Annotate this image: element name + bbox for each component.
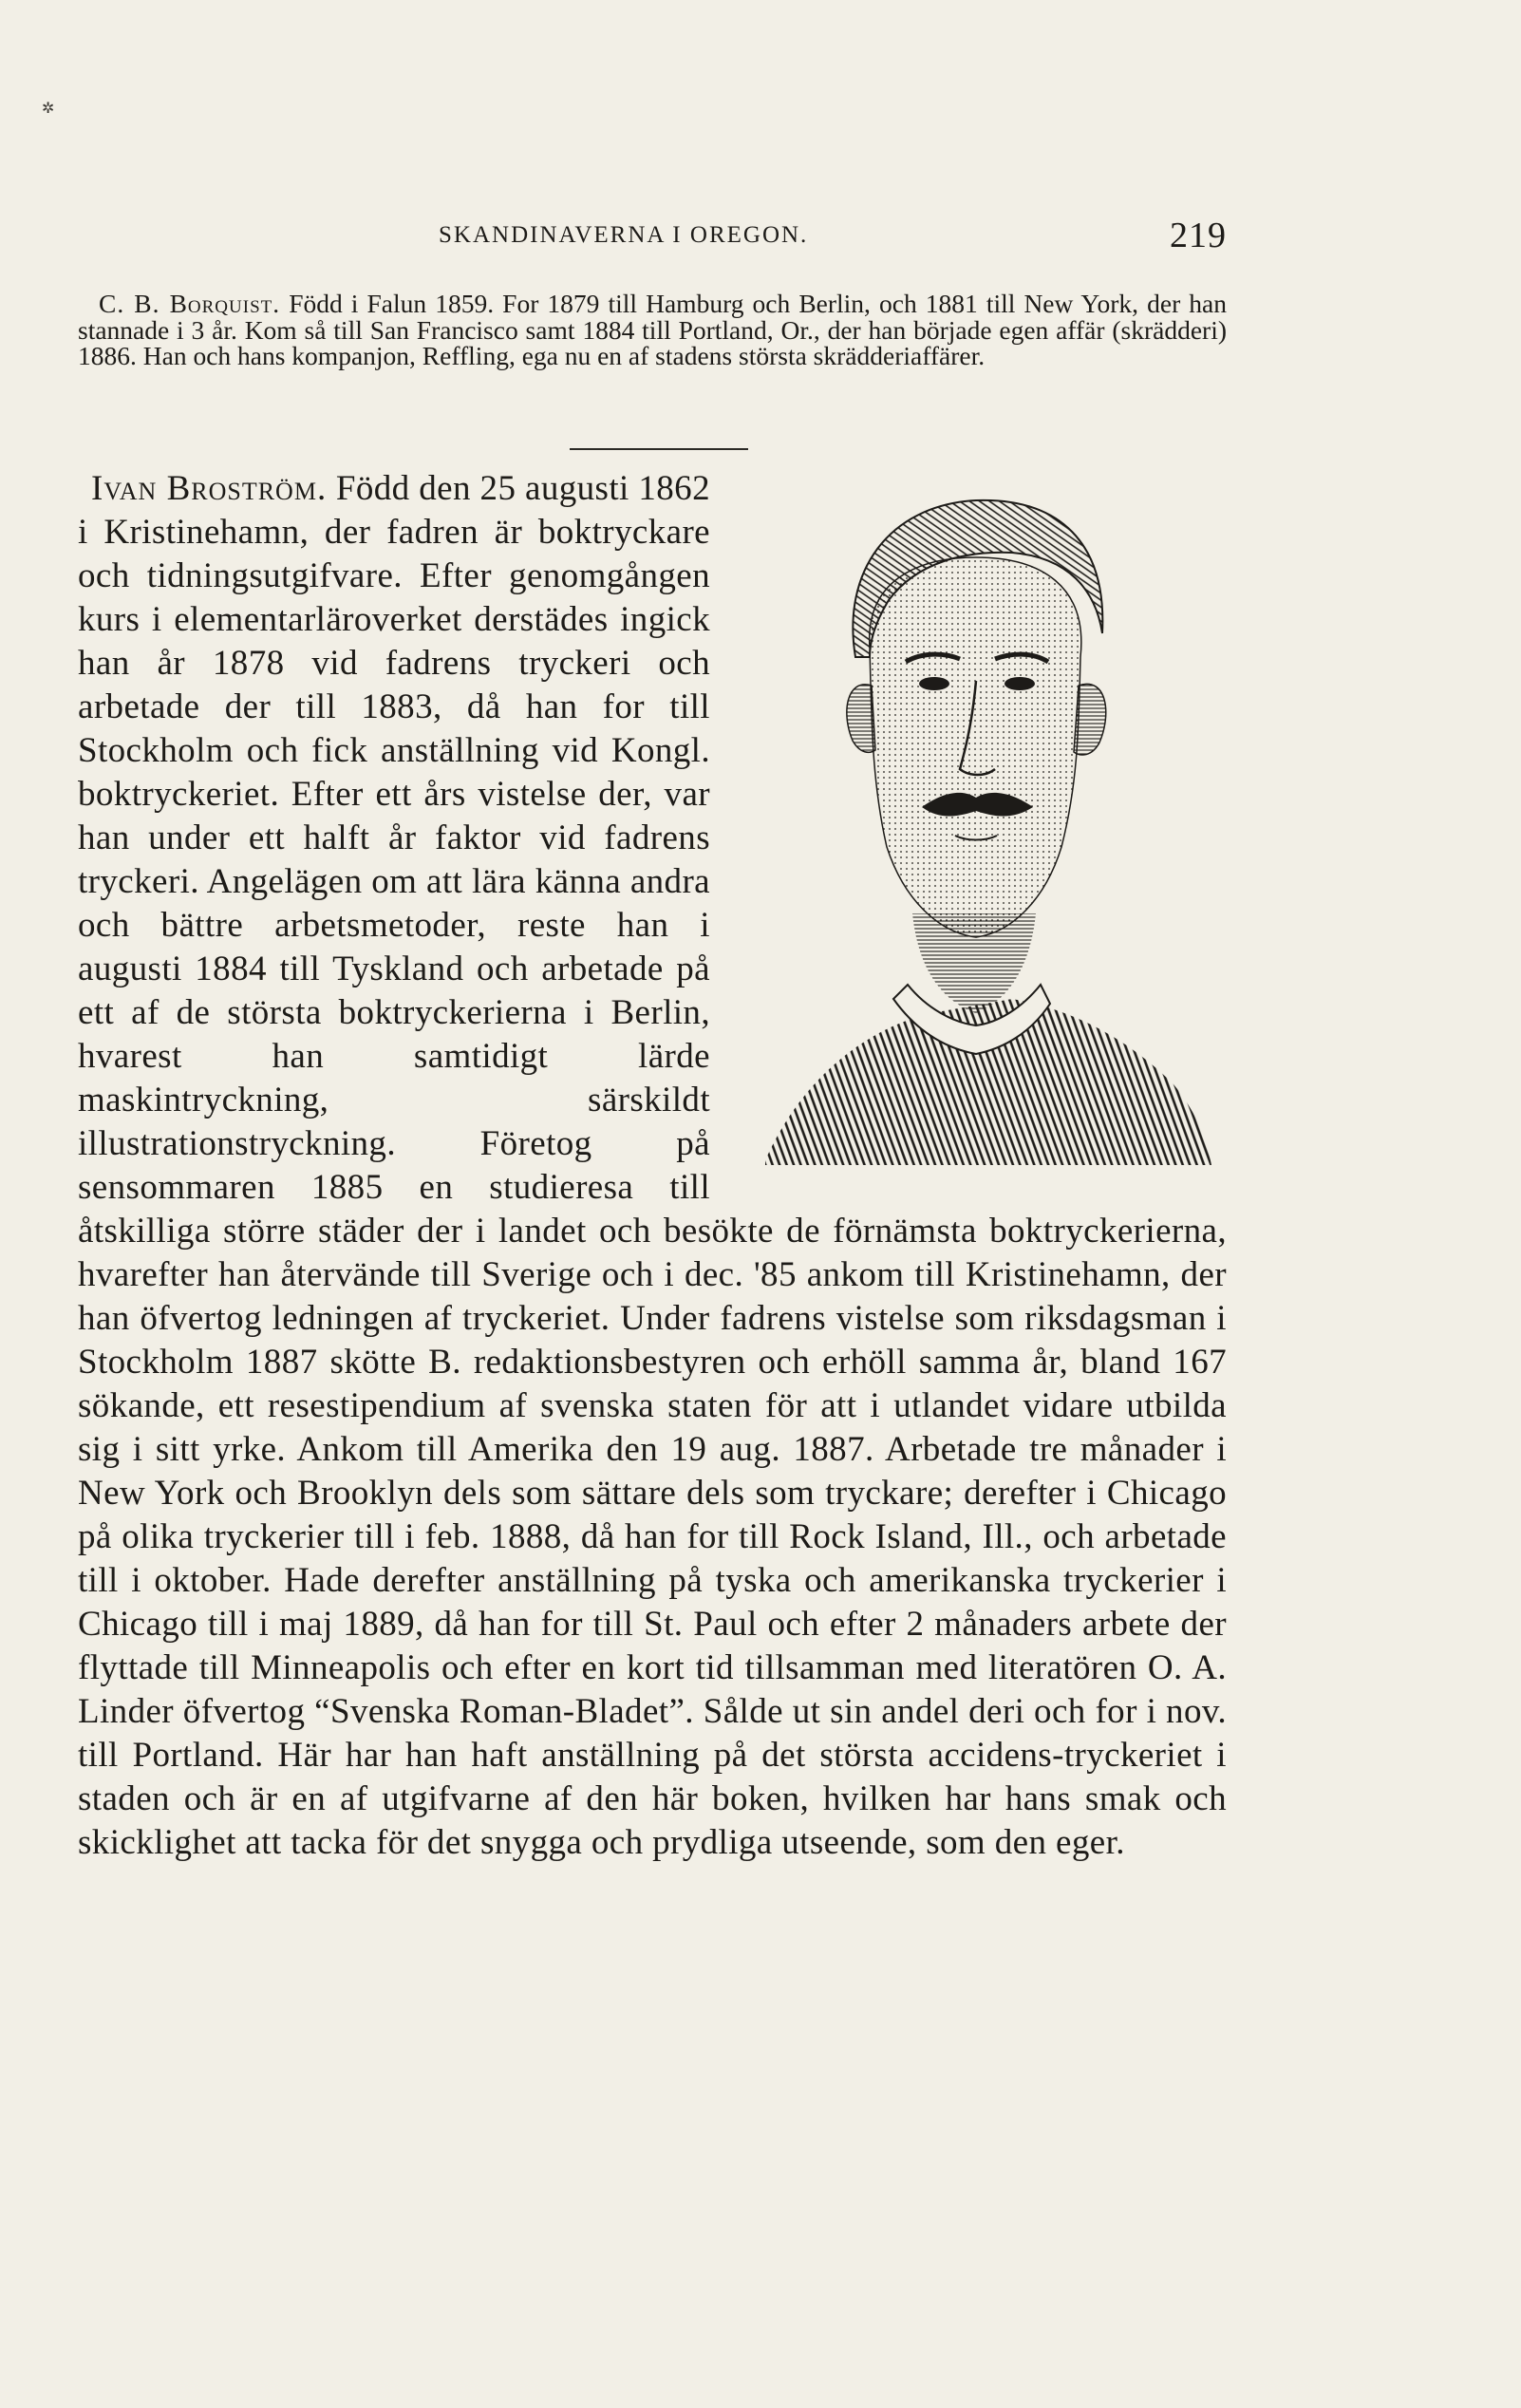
stray-ink-mark: ✲	[42, 99, 55, 117]
running-head	[78, 215, 1227, 253]
entry-paragraph	[78, 291, 1227, 369]
running-title: SKANDINAVERNA I OREGON.	[439, 222, 809, 248]
entry-name: Ivan Broström.	[91, 469, 328, 508]
entry-text: Född den 25 augusti 1862 i Kristinehamn, der fadren är boktryckare och tidningsutgifvare. Efter genomgången kurs i elementarläroverket derstädes ingick han år 1878 vid fadrens tryckeri och arbetade der till 1883, då han for till Stockholm och fick anställning vid Kongl. boktryckeriet. Efter ett års vistelse der, var han under ett halft år faktor vid fadrens tryckeri. Angelägen om att lära känna andra och bättre arbetsmetoder, reste han i augusti 1884 till Tyskland och arbetade på ett af de största boktryckerierna i Berlin, hvarest han samtidigt lärde maskintryckning, särskildt illustrationstryckning. Företog på sensommaren 1885 en studieresa till åtskilliga större städer der i landet och besökte de förnämsta boktryckerierna, hvarefter han återvände till Sverige och i dec. '85 ankom till Kristinehamn, der han öfvertog ledningen af tryckeriet. Under fadrens vistelse som riksdagsman i Stockholm 1887 skötte B. redaktionsbestyren och erhöll samma år, bland 167 sökande, ett resestipendium af svenska staten för att i utlandet vidare utbilda sig i sitt yrke. Ankom till Amerika den 19 aug. 1887. Arbetade tre månader i New York och Brooklyn dels som sättare dels som tryckare; derefter i Chicago på olika tryckerier till i feb. 1888, då han for till Rock Island, Ill., och arbetade till i oktober. Hade derefter anställning på tyska och amerikanska tryckerier i Chicago till i maj 1889, då han for till St. Paul och efter 2 månaders arbete der flyttade till Minneapolis och efter en kort tid tillsamman med literatören O. A. Linder öfvertog “Svenska Roman-Bladet”. Sålde ut sin andel deri och for i nov. till Portland. Här har han haft anställning på det största accidens-tryckeriet i staden och är en af utgifvarne af den här boken, hvilken har hans smak och skicklighet att tacka för det snygga och prydliga utseende, som den eger.	[78, 469, 1227, 1862]
entry-paragraph	[78, 467, 1227, 1865]
section-divider	[570, 448, 748, 450]
entry-borquist	[78, 291, 1227, 369]
engraved-portrait-icon	[727, 467, 1227, 1175]
page-number: 219	[1170, 216, 1227, 255]
portrait-engraving	[727, 467, 1227, 1175]
entry-brostrom	[78, 467, 1227, 1865]
entry-name: C. B. Borquist.	[99, 289, 281, 318]
entry-text: Född i Falun 1859. For 1879 till Hamburg och Berlin, och 1881 till New York, der han stannade i 3 år. Kom så till San Francisco samt 1884 till Portland, Or., der han började egen affär (skrädderi) 1886. Han och hans kompanjon, Reffling, ega nu en af stadens största skrädderiaffärer.	[78, 289, 1228, 371]
